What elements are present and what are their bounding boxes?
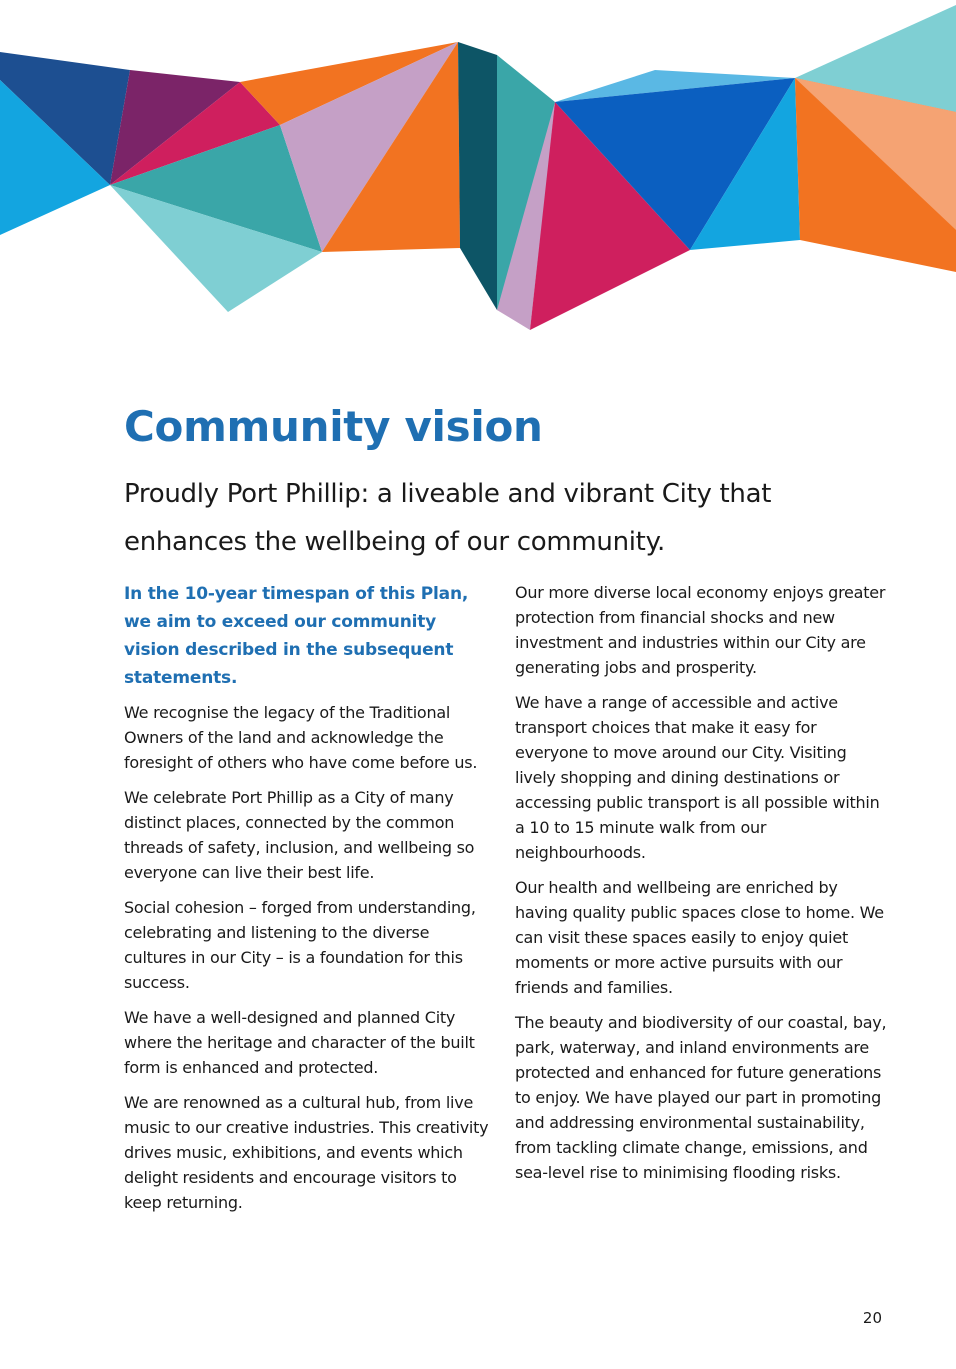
lead-paragraph: In the 10-year timespan of this Plan, we aim to exceed our community vision described in the subsequent statements.	[124, 584, 469, 688]
body-paragraph: We celebrate Port Phillip as a City of many distinct places, connected by the common threads of safety, inclusion, and wellbeing so everyone can live their best life.	[124, 788, 475, 882]
vision-statement: Proudly Port Phillip: a liveable and vibrant City that enhances the wellbeing of our community.	[124, 479, 772, 557]
body-paragraph: We have a range of accessible and active transport choices that make it easy for everyone to move around our City. Visiting lively shopping and dining destinations or accessing public transport is all possible within a 10 to 15 minute walk from our neighbourhoods.	[515, 693, 880, 862]
right-column	[515, 580, 887, 1195]
left-column	[124, 580, 496, 1225]
body-paragraph: We recognise the legacy of the Traditional Owners of the land and acknowledge the foresight of others who have come before us.	[124, 703, 478, 772]
body-paragraph: We have a well-designed and planned City where the heritage and character of the built form is enhanced and protected.	[124, 1008, 475, 1077]
page-title: Community vision	[124, 402, 543, 451]
body-paragraph: Our health and wellbeing are enriched by having quality public spaces close to home. We can visit these spaces easily to enjoy quiet moments or more active pursuits with our friends and families.	[515, 878, 884, 997]
banner-shard	[458, 42, 497, 310]
body-paragraph: The beauty and biodiversity of our coastal, bay, park, waterway, and inland environments are protected and enhanced for future generations to enjoy. We have played our part in promoting and addressing environmental sustainability, from tackling climate change, emissions, and sea-level rise to minimising flooding risks.	[515, 1013, 887, 1182]
geometric-banner	[0, 0, 956, 340]
body-paragraph: We are renowned as a cultural hub, from live music to our creative industries. This creativity drives music, exhibitions, and events which delight residents and encourage visitors to keep returning.	[124, 1093, 489, 1212]
page-number: 20	[862, 1309, 882, 1327]
body-paragraph: Social cohesion – forged from understanding, celebrating and listening to the diverse cultures in our City – is a foundation for this success.	[124, 898, 476, 992]
body-paragraph: Our more diverse local economy enjoys greater protection from financial shocks and new investment and industries within our City are generating jobs and prosperity.	[515, 583, 886, 677]
